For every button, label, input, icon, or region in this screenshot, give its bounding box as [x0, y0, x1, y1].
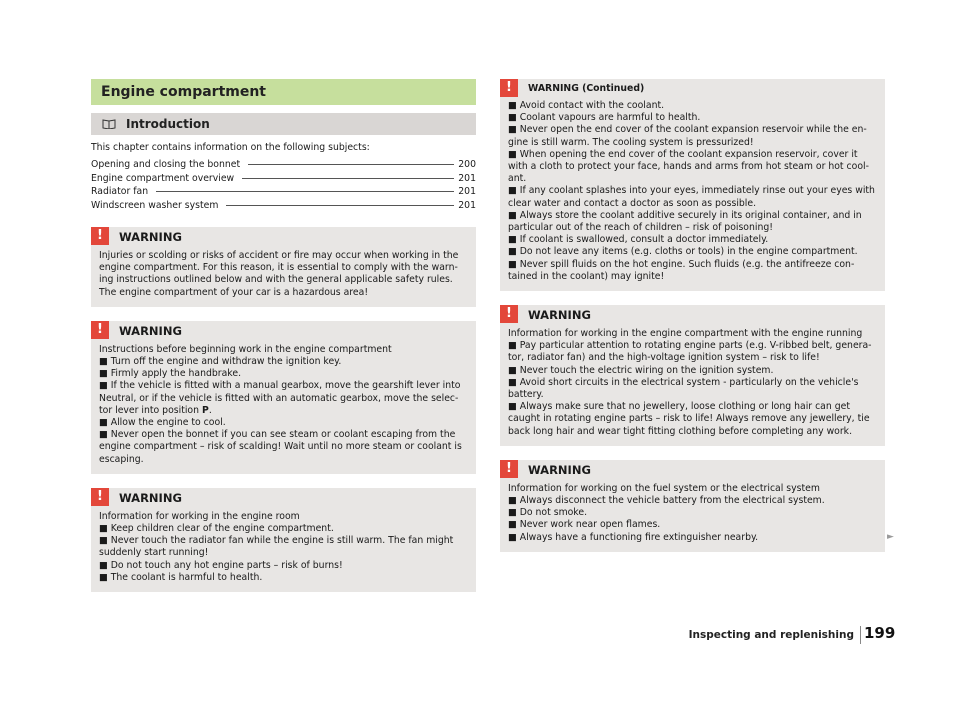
intro-heading: Introduction	[126, 117, 210, 131]
toc-item[interactable]	[91, 159, 476, 173]
warning-icon: !	[500, 460, 518, 478]
warning-box-engine-room	[91, 488, 476, 592]
toc-item-page: 201	[458, 186, 476, 197]
intro-text: This chapter contains information on the following subjects:	[91, 142, 370, 153]
warning-item: ■ When opening the end cover of the coolant expansion reservoir, cover it with a cloth to protect your face, hands and arms from hot steam or hot cool-ant.	[508, 148, 869, 185]
warning-item: ■ Never work near open flames.	[508, 519, 661, 531]
warning-title: WARNING	[119, 230, 182, 244]
toc-leader	[242, 178, 454, 179]
warning-item: ■ Always make sure that no jewellery, loose clothing or long hair can get caught in rotating engine parts – risk to life! Always remove any jewellery, tie back long hair and wear tight fitting clothing before completing any work.	[508, 401, 870, 437]
warning-title: WARNING (Continued)	[528, 83, 645, 94]
continue-arrow-icon: ►	[887, 532, 894, 542]
warning-item: ■ Never open the bonnet if you can see steam or coolant escaping from the engine compartment – risk of scalding! Wait until no more steam or coolant is escaping.	[99, 429, 462, 465]
warning-item: ■ Never touch the electric wiring on the ignition system.	[508, 364, 774, 376]
warning-item: ■ Avoid contact with the coolant.	[508, 100, 665, 111]
toc-item[interactable]	[91, 200, 476, 214]
toc-item-page: 200	[458, 159, 476, 170]
warning-box-general	[91, 227, 476, 307]
toc-item[interactable]	[91, 173, 476, 187]
warning-intro: Information for working on the fuel system or the electrical system	[508, 482, 820, 494]
warning-icon: !	[500, 79, 518, 97]
intro-heading-bar	[91, 113, 476, 135]
toc-item-page: 201	[458, 172, 476, 184]
toc-list	[91, 159, 476, 213]
warning-item: ■ Allow the engine to cool.	[99, 417, 226, 429]
warning-title: WARNING	[528, 308, 591, 323]
page-number: 199	[864, 624, 896, 642]
warning-item: ■ Do not touch any hot engine parts – risk of burns!	[99, 559, 343, 571]
toc-item-title: Engine compartment overview	[91, 172, 235, 184]
toc-leader	[226, 205, 454, 206]
toc-leader	[156, 191, 454, 192]
warning-item: ■ Firmly apply the handbrake.	[99, 368, 242, 380]
warning-intro: Information for working in the engine compartment with the engine running	[508, 328, 863, 340]
warning-intro: Instructions before beginning work in the engine compartment	[99, 343, 392, 355]
warning-intro: Information for working in the engine room	[99, 510, 300, 522]
warning-box-continued	[500, 79, 885, 291]
warning-item: ■ Coolant vapours are harmful to health.	[508, 112, 701, 124]
toc-item-title: Windscreen washer system	[91, 199, 219, 211]
toc-item-page: 201	[458, 199, 476, 211]
warning-item: ■ Do not leave any items (e.g. cloths or tools) in the engine compartment.	[508, 246, 858, 258]
toc-item-title: Opening and closing the bonnet	[91, 159, 241, 170]
warning-item: ■ Always disconnect the vehicle battery from the electrical system.	[508, 495, 825, 507]
warning-title: WARNING	[528, 462, 591, 477]
warning-item: ■ Keep children clear of the engine compartment.	[99, 523, 334, 535]
selector-position: P	[201, 404, 209, 416]
page-footer	[0, 624, 960, 644]
toc-item[interactable]	[91, 186, 476, 200]
warning-box-before-work	[91, 321, 476, 474]
footer-divider	[860, 626, 861, 644]
chapter-title: Engine compartment	[91, 79, 476, 105]
warning-item: ■ Pay particular attention to rotating engine parts (e.g. V-ribbed belt, genera-tor, radiator fan) and the high-voltage ignition system – risk to life!	[508, 340, 872, 364]
right-column	[500, 79, 885, 552]
warning-item: ■ Always have a functioning fire extinguisher nearby.	[508, 531, 759, 543]
footer-section-title: Inspecting and replenishing	[688, 629, 854, 641]
warning-item-text: ■ If the vehicle is fitted with a manual gearbox, move the gearshift lever into Neutral, or if the vehicle is fitted with an automatic gearbox, move the selec-tor lever into position	[99, 380, 461, 416]
warning-item: ■ Turn off the engine and withdraw the ignition key.	[99, 356, 342, 368]
warning-item: ■ If any coolant splashes into your eyes, immediately rinse out your eyes with clear water and contact a doctor as soon as possible.	[508, 185, 875, 209]
warning-item: ■ Never spill fluids on the hot engine. Such fluids (e.g. the antifreeze con-tained in the coolant) may ignite!	[508, 258, 855, 282]
warning-icon: !	[91, 227, 109, 245]
warning-item: ■ Never open the end cover of the coolant expansion reservoir while the en-gine is still warm. The cooling system is pressurized!	[508, 124, 867, 148]
warning-icon: !	[91, 488, 109, 506]
warning-item: ■ If the vehicle is fitted with a manual gearbox, move the gearshift lever into Neutral, or if the vehicle is fitted with an automatic gearbox, move the selec-tor lever into position P.	[99, 380, 461, 416]
left-column	[91, 79, 476, 592]
warning-box-engine-running	[500, 305, 885, 446]
warning-icon: !	[500, 305, 518, 323]
warning-item: ■ If coolant is swallowed, consult a doctor immediately.	[508, 234, 769, 246]
warning-title: WARNING	[119, 323, 182, 338]
warning-text: Injuries or scolding or risks of accident or fire may occur when working in the engine compartment. For this reason, it is essential to comply with the warn-ing instructions outlined below and with the general applicable safety rules. The engine compartment of your car is a hazardous area!	[99, 250, 459, 298]
warning-item: ■ The coolant is harmful to health.	[99, 571, 263, 583]
warning-title: WARNING	[119, 490, 182, 505]
warning-item: ■ Always store the coolant additive securely in its original container, and in particular out of the reach of children – risk of poisoning!	[508, 209, 862, 234]
warning-item: ■ Never touch the radiator fan while the engine is still warm. The fan might suddenly start running!	[99, 535, 454, 559]
warning-icon: !	[91, 321, 109, 339]
toc-leader	[248, 164, 454, 165]
warning-item: ■ Do not smoke.	[508, 507, 588, 519]
warning-item: ■ Avoid short circuits in the electrical system - particularly on the vehicle's battery.	[508, 376, 859, 401]
warning-box-fuel-electrical	[500, 460, 885, 552]
toc-item-title: Radiator fan	[91, 186, 149, 197]
book-icon	[102, 119, 116, 129]
